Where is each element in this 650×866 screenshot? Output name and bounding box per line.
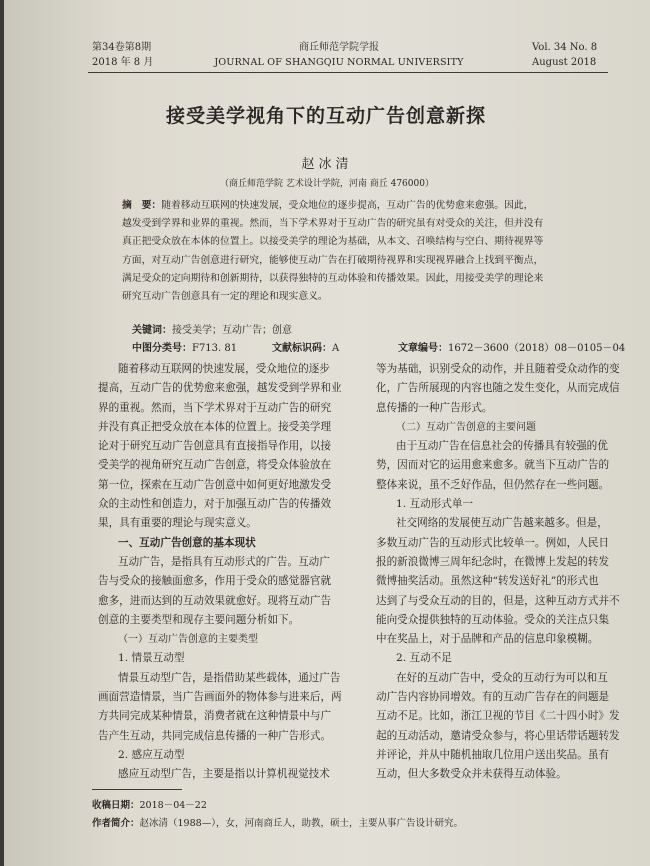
body-line: 果，具有重要的理论与现实意义。 <box>98 517 257 530</box>
body-column-right <box>376 360 620 785</box>
body-line: 息传播的一种广告形式。 <box>376 401 493 414</box>
body-line: 微博抽奖活动。虽然这种“转发送好礼”的形式也 <box>376 575 599 588</box>
body-line: 方共同完成某种情景，消费者就在这种情景中与广 <box>98 710 332 723</box>
document-code <box>272 339 339 354</box>
journal-page <box>4 0 650 866</box>
received-value: 2018－04－22 <box>139 800 207 811</box>
subsection-heading: （一）互动广告创意的主要类型 <box>118 634 258 646</box>
issue-info-en <box>532 40 597 70</box>
keywords-label: 关键词： <box>132 325 172 336</box>
body-line: 随着移动互联网的快速发展，受众地位的逐步 <box>118 363 330 375</box>
body-line: 告与受众的接触面愈多，作用于受众的感觉器官就 <box>98 575 332 588</box>
author-affiliation: （商丘师范学院 艺术设计学院，河南 商丘 476000） <box>220 179 434 189</box>
clc-label: 中图分类号： <box>132 343 192 354</box>
body-line: 中在奖品上，对于品牌和产品的信息印象模糊。 <box>376 633 599 646</box>
body-line: 达到了与受众互动的目的，但是，这种互动方式并不 <box>376 594 620 607</box>
body-line: 等为基础，识别受众的动作，并且随着受众动作的变 <box>376 363 620 375</box>
body-line: 势，因而对它的运用愈来愈多。就当下互动广告的 <box>376 459 610 472</box>
footnote-rule <box>92 789 182 790</box>
body-line: 愈多，进而达到的互动效果就愈好。现将互动广告 <box>98 594 332 607</box>
article-title: 接受美学视角下的互动广告创意新探 <box>166 105 487 127</box>
clc-number <box>132 339 237 354</box>
article-author: 赵冰清 <box>301 157 353 172</box>
article-number <box>398 339 625 354</box>
body-line: 整体来说，虽不乏好作品，但仍然存在一些问题。 <box>376 478 610 491</box>
body-line: 提高，互动广告的优势愈来愈强，越发受到学界和业 <box>98 382 342 395</box>
body-line: 受美学的视角研究互动广告创意，将受众体验放在 <box>98 459 332 472</box>
body-line: 能向受众提供独特的互动体验。受众的关注点只集 <box>376 613 610 626</box>
received-label: 收稿日期： <box>92 800 140 811</box>
body-line: 2. 互动不足 <box>396 652 452 665</box>
body-line: 起的互动活动，邀请受众参与，将心里话带话题转发 <box>376 729 620 742</box>
author-bio-value: 赵冰清（1988—），女，河南商丘人，助教，硕士，主要从事广告设计研究。 <box>139 818 463 829</box>
volume-cn: 第34卷第8期 <box>92 42 152 53</box>
journal-name <box>214 40 464 70</box>
journal-name-en: JOURNAL OF SHANGQIU NORMAL UNIVERSITY <box>214 57 464 68</box>
body-column-left <box>98 360 360 785</box>
body-line: 互动广告，是指具有互动形式的广告。互动广 <box>118 555 330 568</box>
article-no-value: 1672－3600（2018）08－0105－04 <box>448 343 626 354</box>
author-bio <box>92 815 463 829</box>
keywords <box>132 321 292 336</box>
clc-value: F713. 81 <box>192 343 238 354</box>
date-cn: 2018 年 8 月 <box>92 57 154 68</box>
body-line: 社交网络的发展使互动广告越来越多。但是， <box>396 517 608 530</box>
body-line: 1. 互动形式单一 <box>396 498 474 511</box>
subsection-heading: （二）互动广告创意的主要问题 <box>396 421 536 433</box>
body-line: 感应互动型广告，主要是指以计算机视觉技术 <box>118 768 330 781</box>
body-line: 画面营造情景，当广告画面外的物体参与进来后，两 <box>98 691 342 704</box>
body-line: 在好的互动广告中，受众的互动行为可以和互 <box>396 671 608 684</box>
body-line: 界的重视。然而，当下学术界对于互动广告的研究 <box>98 401 332 414</box>
section-heading: 一、互动广告创意的基本现状 <box>118 536 256 549</box>
body-line: 第一位，探索在互动广告创意中如何更好地激发受 <box>98 478 332 491</box>
body-line: 并没有真正把受众放在本体的位置上。接受美学理 <box>98 420 332 433</box>
body-line: 情景互动型广告，是指借助某些载体，通过广告 <box>118 671 341 684</box>
author-bio-label: 作者简介： <box>92 818 140 829</box>
abstract-line: 真正把受众放在本体的位置上。以接受美学的理论为基础，从本文、召唤结构与空白、期待视界等 <box>122 236 544 248</box>
abstract-line: 摘 要：随着移动互联网的快速发展，受众地位的逐步提高，互动广告的优势愈来愈强。因此， <box>122 200 534 211</box>
body-line: 众的主动性和创造力，对于加强互动广告的传播效 <box>98 498 332 511</box>
abstract-line: 方面，对互动广告创意进行研究，能够使互动广告在打破期待视界和实现视界融合上找到平衡点， <box>122 254 544 266</box>
header-rule <box>88 72 608 73</box>
keywords-value: 接受美学；互动广告；创意 <box>172 325 292 336</box>
body-line: 多数互动广告的互动形式比较单一。例如，人民日 <box>376 536 610 549</box>
abstract-line: 满足受众的定向期待和创新期待，以获得独特的互动体验和传播效果。因此，用接受美学的理论来 <box>122 272 544 284</box>
abstract-label: 摘 要： <box>122 200 162 211</box>
body-line: 告产生互动，共同完成信息传播的一种广告形式。 <box>98 729 332 742</box>
doc-code-label: 文献标识码： <box>272 343 332 354</box>
body-line: 2. 感应互动型 <box>118 748 185 761</box>
volume-en: Vol. 34 No. 8 <box>532 42 598 53</box>
body-line: 1. 情景互动型 <box>118 652 185 665</box>
issue-info-cn <box>92 40 153 70</box>
body-line: 化，广告所展现的内容也随之发生变化，从而完成信 <box>376 382 620 395</box>
journal-name-cn: 商丘师范学院学报 <box>299 42 379 53</box>
body-line: 由于互动广告在信息社会的传播具有较强的优 <box>396 440 608 453</box>
body-line: 互动不足。比如，浙江卫视的节目《二十四小时》发 <box>376 710 620 723</box>
article-no-label: 文章编号： <box>398 343 448 354</box>
body-line: 创意的主要类型和现存主要问题分析如下。 <box>98 613 300 626</box>
doc-code-value: A <box>332 343 340 354</box>
body-line: 互动，但大多数受众并未获得互动体验。 <box>376 768 567 781</box>
received-date <box>92 797 207 811</box>
abstract <box>122 197 600 306</box>
body-line: 并评论，并从中随机抽取几位用户送出奖品。虽有 <box>376 748 610 761</box>
abstract-line: 研究互动广告创意具有一定的理论和现实意义。 <box>122 290 328 302</box>
abstract-line: 越发受到学界和业界的重视。然而，当下学术界对于互动广告的研究虽有对受众的关注，但并没有 <box>122 218 544 230</box>
body-line: 动广告内容协同增效。有的互动广告存在的问题是 <box>376 691 610 704</box>
body-line: 论对于研究互动广告创意具有直接指导作用，以接 <box>98 440 332 453</box>
body-line: 报的新浪微博三周年纪念时，在微博上发起的转发 <box>376 555 610 568</box>
date-en: August 2018 <box>532 57 597 68</box>
